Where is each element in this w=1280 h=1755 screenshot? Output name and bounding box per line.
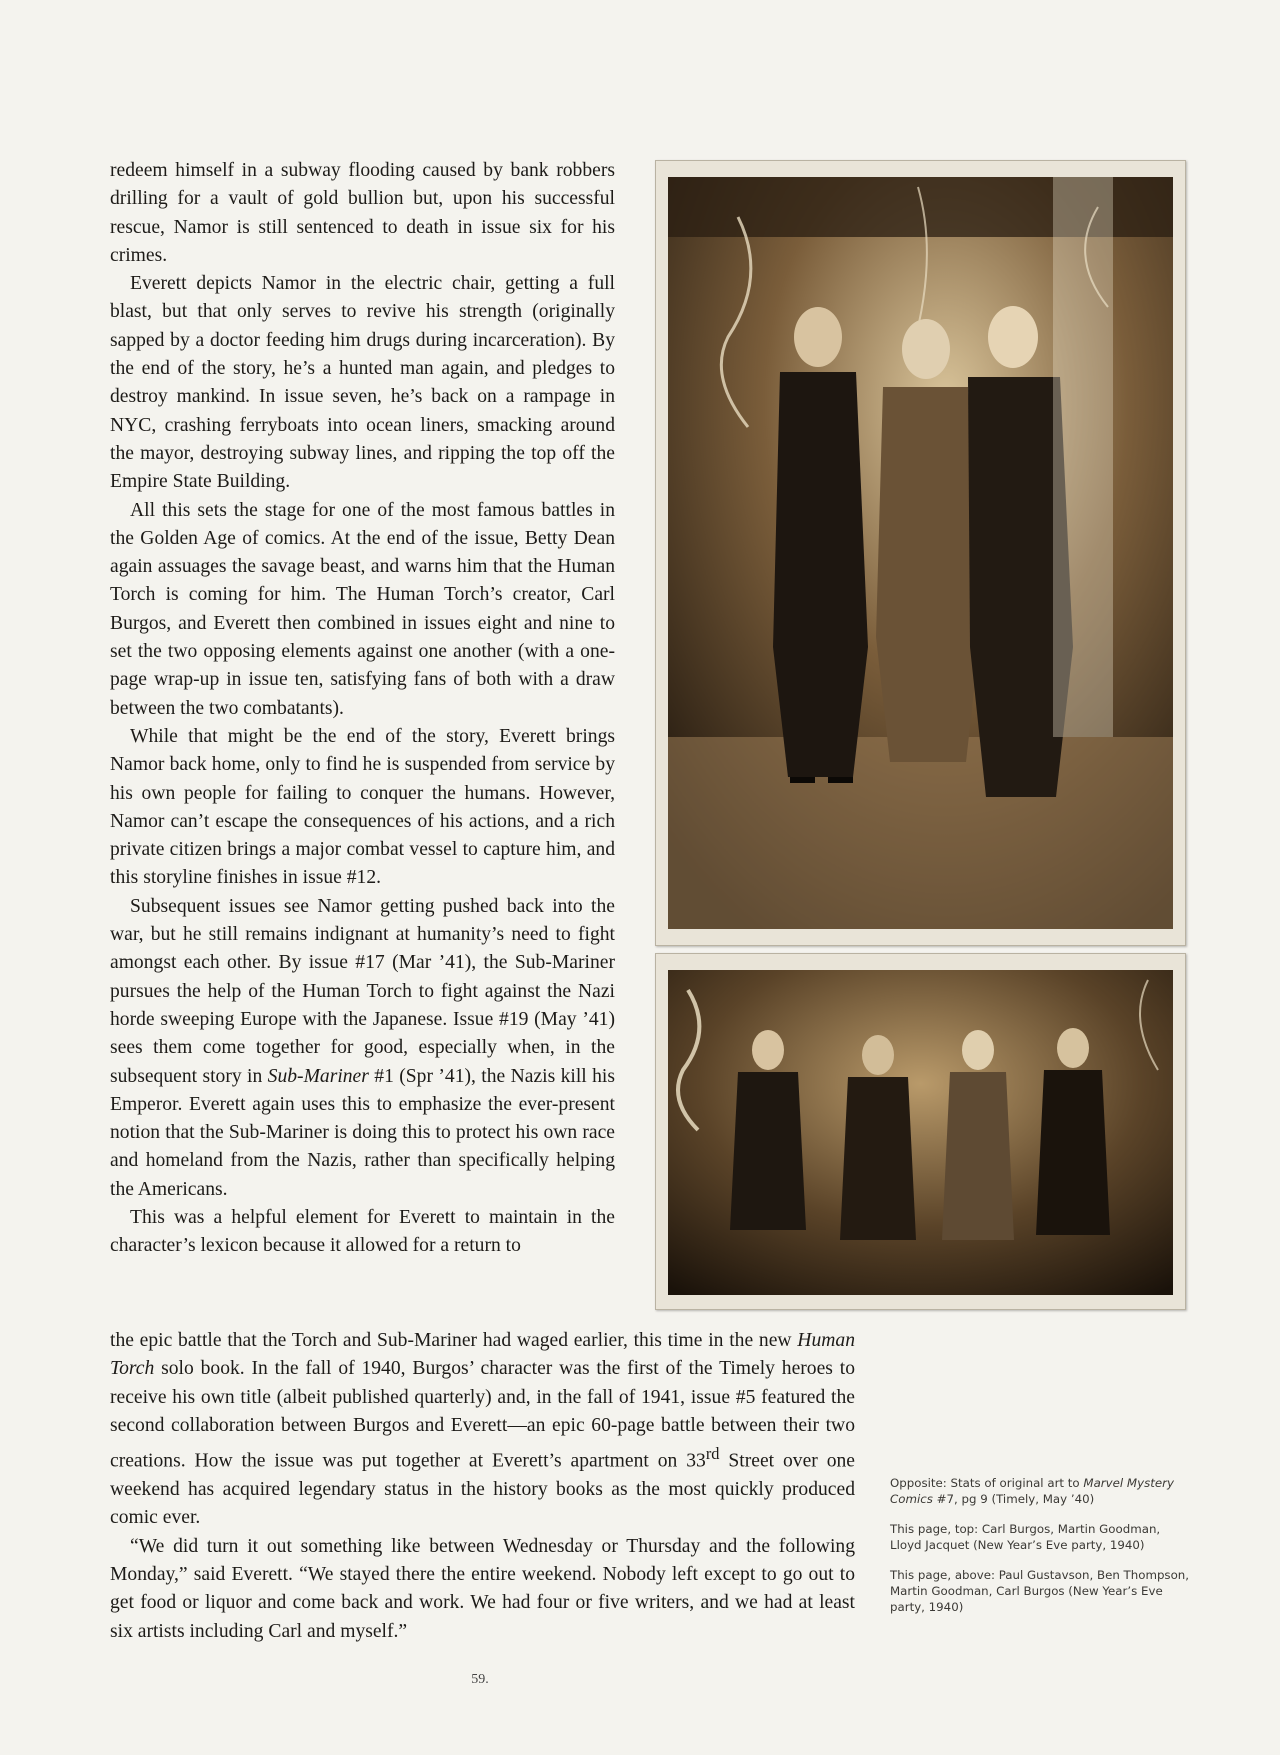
paragraph-5-text-b: #1 (Spr ’41), the Nazis kill his Emperor. Everett again uses this to emphasize the ever-present notion that the Sub-Mariner is doing this to protect his own race and homeland from the Nazis, rather than specifically helping the Americans. xyxy=(110,1065,615,1200)
caption-bottom-photo: This page, above: Paul Gustavson, Ben Thompson, Martin Goodman, Carl Burgos (New Year’s Eve party, 1940) xyxy=(890,1568,1190,1614)
paragraph-5-text-a: Subsequent issues see Namor getting pushed back into the war, but he still remains indignant at humanity’s need to fight amongst each other. By issue #17 (Mar ’41), the Sub-Mariner pursues the help of the Human Torch to fight against the Nazi horde sweeping Europe with the Japanese. Issue #19 (May ’41) sees them come together for good, especially when, in the subsequent story in xyxy=(110,895,615,1087)
paragraph-2: Everett depicts Namor in the electric chair, getting a full blast, but that only serves to revive his strength (originally sapped by a doctor feeding him drugs during incarceration). By the end of the story, he’s a hunted man again, and pledges to destroy mankind. In issue seven, he’s back on a rampage in NYC, crashing ferryboats into ocean liners, smacking around the mayor, destroying subway lines, and ripping the top off the Empire State Building. xyxy=(110,273,615,493)
caption-top-photo: This page, top: Carl Burgos, Martin Goodman, Lloyd Jacquet (New Year’s Eve party, 1940) xyxy=(890,1522,1161,1552)
caption-opposite xyxy=(890,1475,1190,1507)
paragraph-1: redeem himself in a subway flooding caused by bank robbers drilling for a vault of gold bullion but, upon his successful rescue, Namor is still sentenced to death in issue six for his crimes. xyxy=(110,160,615,266)
human-torch-title: Human Torch xyxy=(110,1330,855,1380)
caption-opposite-text-b: #7, pg 9 (Timely, May ’40) xyxy=(932,1492,1095,1506)
marvel-mystery-comics-title: Marvel Mystery Comics xyxy=(890,1476,1174,1506)
main-text-column xyxy=(110,157,615,1261)
paragraph-3: All this sets the stage for one of the most famous battles in the Golden Age of comics. At the end of the issue, Betty Dean again assuages the savage beast, and warns him that the Human Torch is coming for him. The Human Torch’s creator, Carl Burgos, and Everett then combined in issues eight and nine to set the two opposing elements against one another (with a one-page wrap-up in issue ten, satisfying fans of both with a draw between the two combatants). xyxy=(110,499,615,719)
photo-captions xyxy=(890,1475,1190,1629)
photo-four-men-image xyxy=(668,970,1173,1295)
paragraph-6-text-b: solo book. In the fall of 1940, Burgos’ character was the first of the Timely heroes to receive his own title (albeit published quarterly) and, in the fall of 1941, issue #5 featured the second collaboration between Burgos and Everett—an epic 60-page battle between their two creations. How the issue was put together at Everett’s apartment on 33 xyxy=(110,1358,855,1472)
wide-text-block xyxy=(110,1327,855,1646)
paragraph-4: While that might be the end of the story, Everett brings Namor back home, only to find he is suspended from service by his own people for failing to conquer the humans. However, Namor can’t escape the consequences of his actions, and a rich private citizen brings a major combat vessel to capture him, and this storyline finishes in issue #12. xyxy=(110,725,615,889)
paragraph-6-text-c: Street over one weekend has acquired legendary status in the history books as the most quickly produced comic ever. xyxy=(110,1450,856,1529)
paragraph-5 xyxy=(110,893,615,1204)
paragraph-6-continued xyxy=(110,1327,855,1533)
photo-four-men xyxy=(655,953,1186,1310)
sub-mariner-title: Sub-Mariner xyxy=(267,1065,369,1087)
ordinal-superscript: rd xyxy=(705,1444,720,1464)
caption-opposite-text-a: Opposite: Stats of original art to xyxy=(890,1476,1084,1490)
paragraph-6-start: This was a helpful element for Everett to maintain in the character’s lexicon because it allowed for a return to xyxy=(110,1206,615,1257)
paragraph-7-quote: “We did turn it out something like between Wednesday or Thursday and the following Monday,” said Everett. “We stayed there the entire weekend. Nobody left except to go out to get food or liquor and come back and work. We had four or five writers, and we had at least six artists including Carl and myself.” xyxy=(110,1535,855,1642)
paragraph-6-text-a: the epic battle that the Torch and Sub-Mariner had waged earlier, this time in the new xyxy=(110,1330,798,1351)
photo-three-men-image xyxy=(668,177,1173,929)
photo-three-men xyxy=(655,160,1186,946)
page-number: 59. xyxy=(471,1672,489,1687)
